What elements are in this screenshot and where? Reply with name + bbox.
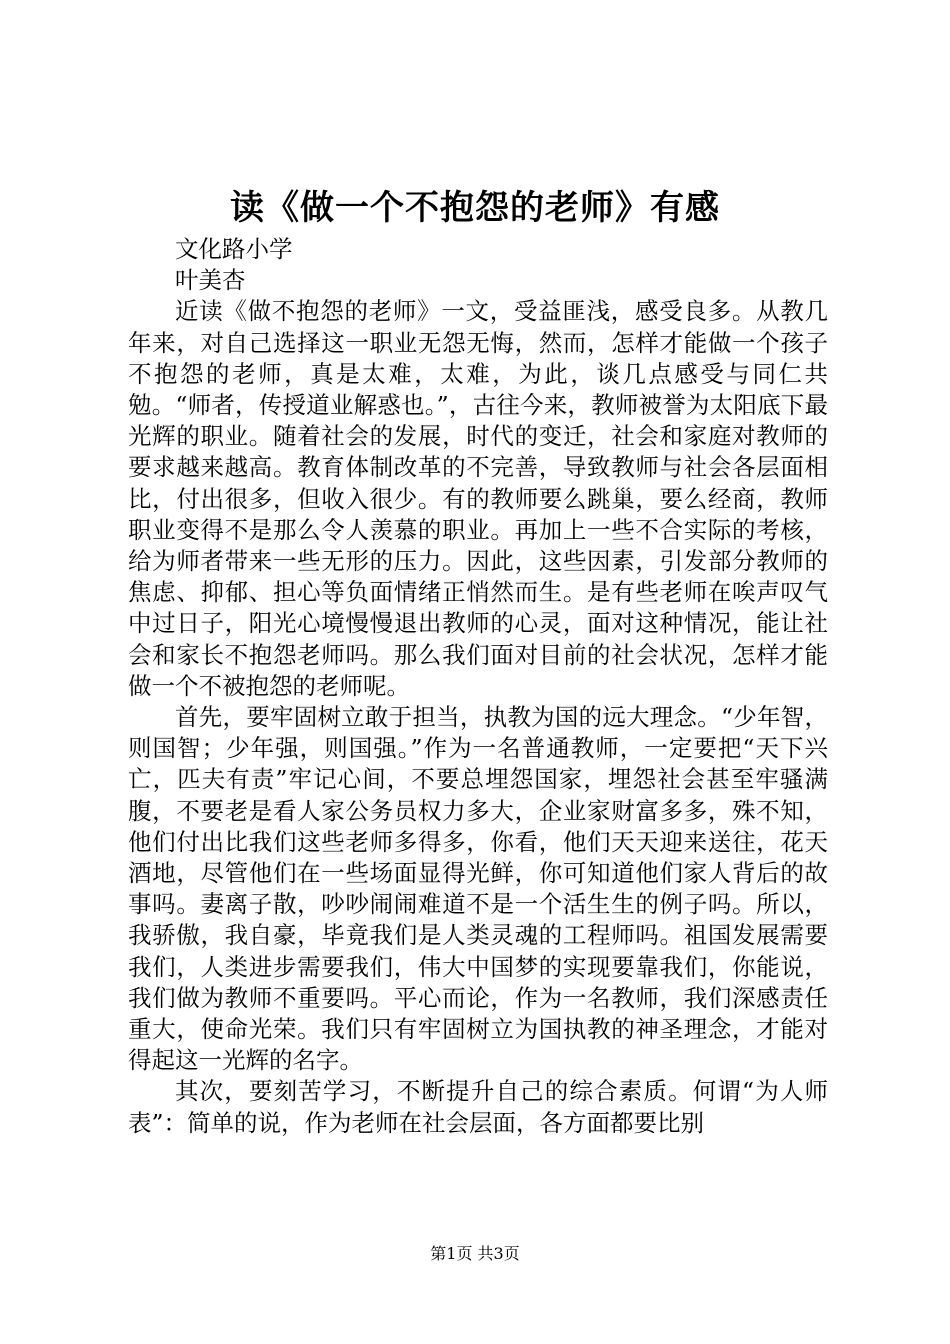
paragraph-1: 近读《做不抱怨的老师》一文，受益匪浅，感受良多。从教几年来，对自己选择这一职业无怨无悔，然而，怎样才能做一个孩子不抱怨的老师，真是太难，太难，为此，谈几点感受与同仁共勉。“师者，传授道业解惑也。”，古往今来，教师被誉为太阳底下最光辉的职业。随着社会的发展，时代的变迁，社会和家庭对教师的要求越来越高。教育体制改革的不完善，导致教师与社会各层面相比，付出很多，但收入很少。有的教师要么跳巢，要么经商，教师职业变得不是那么令人羡慕的职业。再加上一些不合实际的考核，给为师者带来一些无形的压力。因此，这些因素，引发部分教师的焦虑、抑郁、担心等负面情绪正悄然而生。是有些老师在唉声叹气中过日子，阳光心境慢慢退出教师的心灵，面对这种情况，能让社会和家长不抱怨老师吗。那么我们面对目前的社会状况，怎样才能做一个不被抱怨的老师呢。 [128, 297, 828, 700]
paragraph-2: 首先，要牢固树立敢于担当，执教为国的远大理念。“少年智，则国智；少年强，则国强。”作为一名普通教师，一定要把“天下兴亡，匹夫有责”牢记心间，不要总埋怨国家，埋怨社会甚至牢骚满腹，不要老是看人家公务员权力多大，企业家财富多多，殊不知，他们付出比我们这些老师多得多，你看，他们天天迎来送往，花天酒地，尽管他们在一些场面显得光鲜，你可知道他们家人背后的故事吗。妻离子散，吵吵闹闹难道不是一个活生生的例子吗。所以，我骄傲，我自豪，毕竟我们是人类灵魂的工程师吗。祖国发展需要我们，人类进步需要我们，伟大中国梦的实现要靠我们，你能说，我们做为教师不重要吗。平心而论，作为一名教师，我们深感责任重大，使命光荣。我们只有牢固树立为国执教的神圣理念，才能对得起这一光辉的名字。 [128, 703, 828, 1075]
paragraph-3: 其次，要刻苦学习，不断提升自己的综合素质。何谓“为人师表”：简单的说，作为老师在社会层面，各方面都要比别 [128, 1077, 828, 1137]
document-body [128, 234, 828, 1139]
page-number: 第1页 共3页 [430, 1244, 520, 1263]
document-title: 读《做一个不抱怨的老师》有感 [230, 188, 720, 228]
author-name: 叶美杏 [175, 266, 246, 295]
school-name: 文化路小学 [175, 235, 293, 263]
